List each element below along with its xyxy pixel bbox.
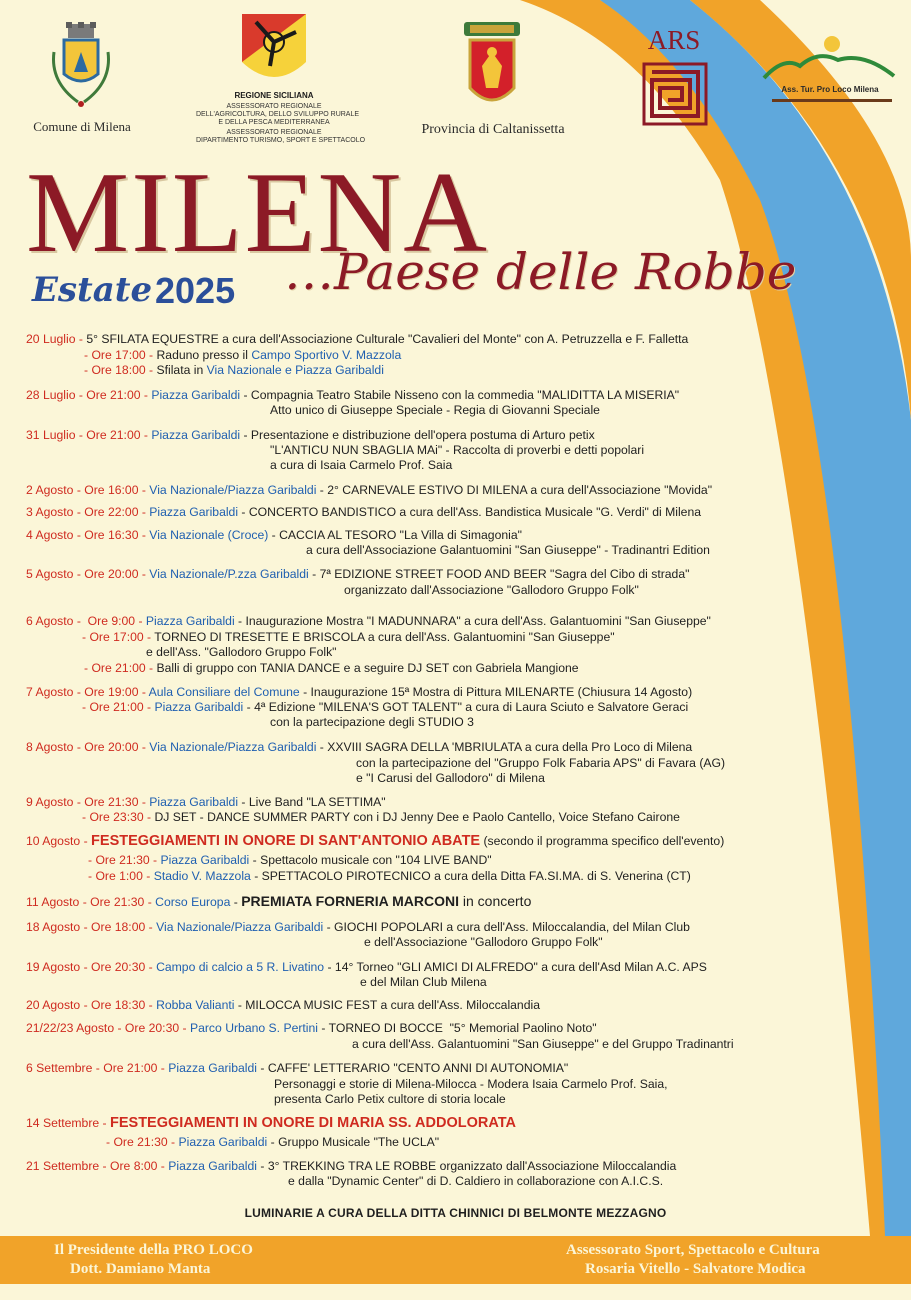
schedule-date: 21/22/23 Agosto - Ore 20:30 - [26, 1021, 190, 1035]
schedule-place: Stadio V. Mazzola [153, 869, 251, 883]
schedule-line [26, 960, 707, 975]
schedule-line [82, 630, 615, 645]
estate-label: Estate [32, 270, 153, 310]
schedule-text: - CONCERTO BANDISTICO a cura dell'Ass. Bandistica Musicale "G. Verdi" di Milena [238, 505, 702, 519]
schedule-line [26, 428, 595, 443]
schedule-place: Piazza Garibaldi [149, 505, 239, 519]
schedule-line [84, 661, 579, 676]
schedule-text: - Spettacolo musicale con "104 LIVE BAND" [249, 853, 492, 867]
footer-left-line1: Il Presidente della PRO LOCO [54, 1242, 253, 1258]
schedule-text: - Gruppo Musicale "The UCLA" [267, 1135, 440, 1149]
schedule-line [26, 505, 701, 520]
schedule-date: 9 Agosto - Ore 21:30 - [26, 795, 150, 809]
schedule-line [82, 700, 688, 715]
schedule-date: 20 Luglio - [26, 332, 87, 346]
schedule-date: 4 Agosto - Ore 16:30 - [26, 528, 150, 542]
schedule-text: Personaggi e storie di Milena-Milocca - Modera Isaia Carmelo Prof. Saia, [274, 1077, 668, 1091]
schedule-line [26, 1021, 597, 1036]
schedule-place: Via Nazionale e Piazza Garibaldi [206, 363, 384, 377]
regione-sub-4: ASSESSORATO REGIONALE [226, 129, 322, 136]
schedule-text: e dell'Associazione "Gallodoro Gruppo Folk" [364, 935, 603, 949]
schedule-date: 11 Agosto - Ore 21:30 - [26, 895, 156, 909]
schedule-text: e dalla "Dynamic Center" di D. Caldiero in collaborazione con A.I.C.S. [288, 1174, 664, 1188]
proloco-logo-icon [760, 32, 900, 88]
schedule-text: organizzato dall'Associazione "Gallodoro Gruppo Folk" [344, 583, 639, 597]
schedule-text: - GIOCHI POPOLARI a cura dell'Ass. Miloccalandia, del Milan Club [323, 920, 690, 934]
provincia-label: Provincia di Caltanissetta [421, 122, 565, 137]
footer-right-line2: Rosaria Vitello - Salvatore Modica [585, 1261, 806, 1277]
schedule-line [26, 614, 711, 629]
proloco-underline [772, 98, 892, 104]
schedule-text: - XXVIII SAGRA DELLA 'MBRIULATA a cura della Pro Loco di Milena [316, 740, 693, 754]
schedule-date: - Ore 21:30 - [88, 853, 161, 867]
schedule-line [84, 363, 384, 378]
schedule-date: 20 Agosto - Ore 18:30 - [26, 998, 157, 1012]
schedule-date: 18 Agosto - Ore 18:00 - [26, 920, 157, 934]
schedule-place: Piazza Garibaldi [160, 853, 250, 867]
schedule-place: Parco Urbano S. Pertini [189, 1021, 318, 1035]
schedule-text: PREMIATA FORNERIA MARCONI [241, 893, 459, 909]
schedule-line [88, 869, 691, 884]
schedule-date: 10 Agosto - [26, 834, 92, 848]
schedule-line [26, 894, 531, 910]
schedule-text: a cura dell'Ass. Galantuomini "San Giuseppe" e del Gruppo Tradinantri [352, 1037, 734, 1051]
schedule-place: Piazza Garibaldi [168, 1159, 258, 1173]
schedule-line [352, 1037, 734, 1052]
schedule-text: - 2° CARNEVALE ESTIVO DI MILENA a cura dell'Associazione "Movida" [316, 483, 713, 497]
schedule-line [274, 1077, 668, 1092]
schedule-place: Corso Europa [155, 895, 231, 909]
schedule-line [270, 458, 452, 473]
schedule-date: 19 Agosto - Ore 20:30 - [26, 960, 157, 974]
tagline: …Paese delle Robbe [284, 243, 797, 301]
schedule-line [26, 740, 692, 755]
provincia-crest-icon [460, 18, 524, 116]
schedule-line [26, 528, 522, 543]
schedule-text: - Live Band "LA SETTIMA" [238, 795, 386, 809]
schedule-place: Via Nazionale/Piazza Garibaldi [149, 483, 317, 497]
schedule-date: - Ore 17:00 - [84, 348, 157, 362]
schedule-line [26, 388, 679, 403]
regione-sub-5: DIPARTIMENTO TURISMO, SPORT E SPETTACOLO [196, 137, 366, 144]
schedule-line [82, 810, 680, 825]
schedule-date: - Ore 21:00 - [84, 661, 157, 675]
regione-sub-3: E DELLA PESCA MEDITERRANEA [218, 119, 330, 126]
schedule-text: - TORNEO DI BOCCE "5° Memorial Paolino Noto" [318, 1021, 597, 1035]
schedule-line [146, 645, 337, 660]
schedule-place: Via Nazionale/Piazza Garibaldi [156, 920, 324, 934]
schedule-text: e del Milan Club Milena [360, 975, 487, 989]
schedule-date: - Ore 17:00 - [82, 630, 155, 644]
schedule-text: - CAFFE' LETTERARIO "CENTO ANNI DI AUTONOMIA" [257, 1061, 569, 1075]
schedule-date: - Ore 1:00 - [88, 869, 154, 883]
schedule-line [360, 975, 487, 990]
schedule-line [106, 1135, 439, 1150]
schedule-text: 5° SFILATA EQUESTRE a cura dell'Associazione Culturale "Cavalieri del Monte" con A. Petruzzella e F. Falletta [86, 332, 689, 346]
schedule-text: - 7ª EDIZIONE STREET FOOD AND BEER "Sagra del Cibo di strada" [308, 567, 690, 581]
schedule-line [26, 1159, 676, 1174]
schedule-text: FESTEGGIAMENTI IN ONORE DI SANT'ANTONIO ABATE [91, 833, 481, 849]
schedule-text: - Inaugurazione Mostra "I MADUNNARA" a cura dell'Ass. Galantuomini "San Giuseppe" [234, 614, 711, 628]
schedule-text: - [230, 895, 242, 909]
schedule-date: - Ore 21:30 - [106, 1135, 179, 1149]
schedule-place: Piazza Garibaldi [145, 614, 235, 628]
regione-name: REGIONE SICILIANA [234, 91, 314, 100]
schedule-place: Via Nazionale/P.zza Garibaldi [149, 567, 309, 581]
schedule-date: 14 Settembre - [26, 1116, 110, 1130]
schedule-text: Balli di gruppo con TANIA DANCE e a seguire DJ SET con Gabriela Mangione [156, 661, 579, 675]
page-title: MILENA [26, 149, 490, 277]
schedule-place: Campo Sportivo V. Mazzola [251, 348, 402, 362]
schedule-place: Piazza Garibaldi [151, 388, 241, 402]
ars-meander-icon [640, 60, 710, 128]
schedule-place: Robba Valianti [156, 998, 235, 1012]
schedule-line [344, 583, 639, 598]
schedule-place: Piazza Garibaldi [149, 795, 239, 809]
schedule-text: - SPETTACOLO PIROTECNICO a cura della Ditta FA.SI.MA. di S. Venerina (CT) [250, 869, 691, 883]
schedule-text: Atto unico di Giuseppe Speciale - Regia di Giovanni Speciale [270, 403, 600, 417]
schedule-text: e dell'Ass. "Gallodoro Gruppo Folk" [146, 645, 337, 659]
schedule-date: - Ore 18:00 - [84, 363, 157, 377]
schedule-line [356, 771, 545, 786]
schedule-text: - Presentazione e distribuzione dell'opera postuma di Arturo petix [240, 428, 595, 442]
schedule-date: 3 Agosto - Ore 22:00 - [26, 505, 150, 519]
schedule-line [26, 998, 540, 1013]
schedule-date: 21 Settembre - Ore 8:00 - [26, 1159, 169, 1173]
schedule-line [26, 795, 386, 810]
schedule-text: - 14° Torneo "GLI AMICI DI ALFREDO" a cura dell'Asd Milan A.C. APS [324, 960, 707, 974]
proloco-label: Ass. Tur. Pro Loco Milena [781, 85, 879, 94]
schedule-text: in concerto [458, 893, 532, 909]
schedule-date: 5 Agosto - Ore 20:00 - [26, 567, 150, 581]
schedule-date: - Ore 21:00 - [82, 700, 155, 714]
schedule-line [274, 1092, 506, 1107]
schedule-line [26, 1061, 568, 1076]
luminarie-credit: LUMINARIE A CURA DELLA DITTA CHINNICI DI BELMONTE MEZZAGNO [244, 1206, 667, 1220]
schedule-text: FESTEGGIAMENTI IN ONORE DI MARIA SS. ADDOLORATA [110, 1115, 516, 1131]
schedule-line [270, 443, 644, 458]
schedule-date: 6 Agosto - Ore 9:00 - [26, 614, 146, 628]
schedule-line [26, 332, 688, 347]
schedule-line [356, 756, 725, 771]
schedule-line [270, 403, 600, 418]
regione-sub-2: DELL'AGRICOLTURA, DELLO SVILUPPO RURALE [196, 111, 360, 118]
schedule-line [26, 920, 690, 935]
schedule-text: - 3° TREKKING TRA LE ROBBE organizzato dall'Associazione Miloccalandia [257, 1159, 677, 1173]
schedule-text: TORNEO DI TRESETTE E BRISCOLA a cura dell'Ass. Galantuomini "San Giuseppe" [154, 630, 615, 644]
schedule-date: 28 Luglio - Ore 21:00 - [26, 388, 152, 402]
schedule-line [26, 685, 692, 700]
footer-band [0, 1236, 911, 1284]
schedule-line [88, 853, 492, 868]
schedule-line [364, 935, 603, 950]
schedule-text: - CACCIA AL TESORO "La Villa di Simagonia" [268, 528, 522, 542]
schedule-date: 7 Agosto - Ore 19:00 - [26, 685, 149, 699]
schedule-text: a cura dell'Associazione Galantuomini "San Giuseppe" - Tradinantri Edition [306, 543, 710, 557]
schedule-text: - 4ª Edizione "MILENA'S GOT TALENT" a cura di Laura Sciuto e Salvatore Geraci [243, 700, 689, 714]
schedule-line [26, 834, 724, 849]
schedule-date: 2 Agosto - Ore 16:00 - [26, 483, 150, 497]
schedule-line [270, 715, 474, 730]
year-label: 2025 [155, 270, 236, 311]
schedule-text: a cura di Isaia Carmelo Prof. Saia [270, 458, 453, 472]
schedule-place: Campo di calcio a 5 R. Livatino [156, 960, 325, 974]
schedule-text: presenta Carlo Petix cultore di storia locale [274, 1092, 506, 1106]
schedule-place: Piazza Garibaldi [151, 428, 241, 442]
schedule-text: - Compagnia Teatro Stabile Nisseno con la commedia "MALIDITTA LA MISERIA" [240, 388, 680, 402]
schedule-place: Piazza Garibaldi [154, 700, 244, 714]
comune-crest-icon [48, 22, 114, 110]
schedule-place: Aula Consiliare del Comune [148, 685, 300, 699]
schedule-text: "L'ANTICU NUN SBAGLIA MAi" - Raccolta di proverbi e detti popolari [270, 443, 645, 457]
schedule-text: - MILOCCA MUSIC FEST a cura dell'Ass. Miloccalandia [234, 998, 540, 1012]
schedule-line [26, 483, 712, 498]
schedule-date: - Ore 23:30 - [82, 810, 155, 824]
schedule-text: (secondo il programma specifico dell'evento) [480, 834, 725, 848]
schedule-line [288, 1174, 663, 1189]
schedule-line [26, 1116, 516, 1131]
schedule-text: Raduno presso il [156, 348, 252, 362]
schedule-text: - Inaugurazione 15ª Mostra di Pittura MILENARTE (Chiusura 14 Agosto) [299, 685, 693, 699]
footer-left-line2: Dott. Damiano Manta [70, 1261, 211, 1277]
footer-right-line1: Assessorato Sport, Spettacolo e Cultura [566, 1242, 820, 1258]
schedule-line [26, 567, 689, 582]
schedule-text: con la partecipazione degli STUDIO 3 [270, 715, 474, 729]
regione-sub-1: ASSESSORATO REGIONALE [226, 103, 322, 110]
schedule-text: DJ SET - DANCE SUMMER PARTY con i DJ Jenny Dee e Paolo Cantello, Voice Stefano Cairone [154, 810, 680, 824]
schedule-text: e "I Carusi del Gallodoro" di Milena [356, 771, 545, 785]
schedule-date: 8 Agosto - Ore 20:00 - [26, 740, 150, 754]
schedule-text: Sfilata in [156, 363, 207, 377]
comune-label: Comune di Milena [33, 119, 131, 134]
regione-trinacria-icon [240, 12, 308, 88]
schedule-line [84, 348, 401, 363]
schedule-text: con la partecipazione del "Gruppo Folk Fabaria APS" di Favara (AG) [356, 756, 726, 770]
schedule-place: Piazza Garibaldi [178, 1135, 268, 1149]
schedule-date: 31 Luglio - Ore 21:00 - [26, 428, 152, 442]
schedule-line [306, 543, 710, 558]
ars-label: ARS [647, 25, 701, 55]
schedule-place: Via Nazionale/Piazza Garibaldi [149, 740, 317, 754]
schedule-place: Via Nazionale (Croce) [149, 528, 269, 542]
schedule-date: 6 Settembre - Ore 21:00 - [26, 1061, 169, 1075]
schedule-place: Piazza Garibaldi [168, 1061, 258, 1075]
